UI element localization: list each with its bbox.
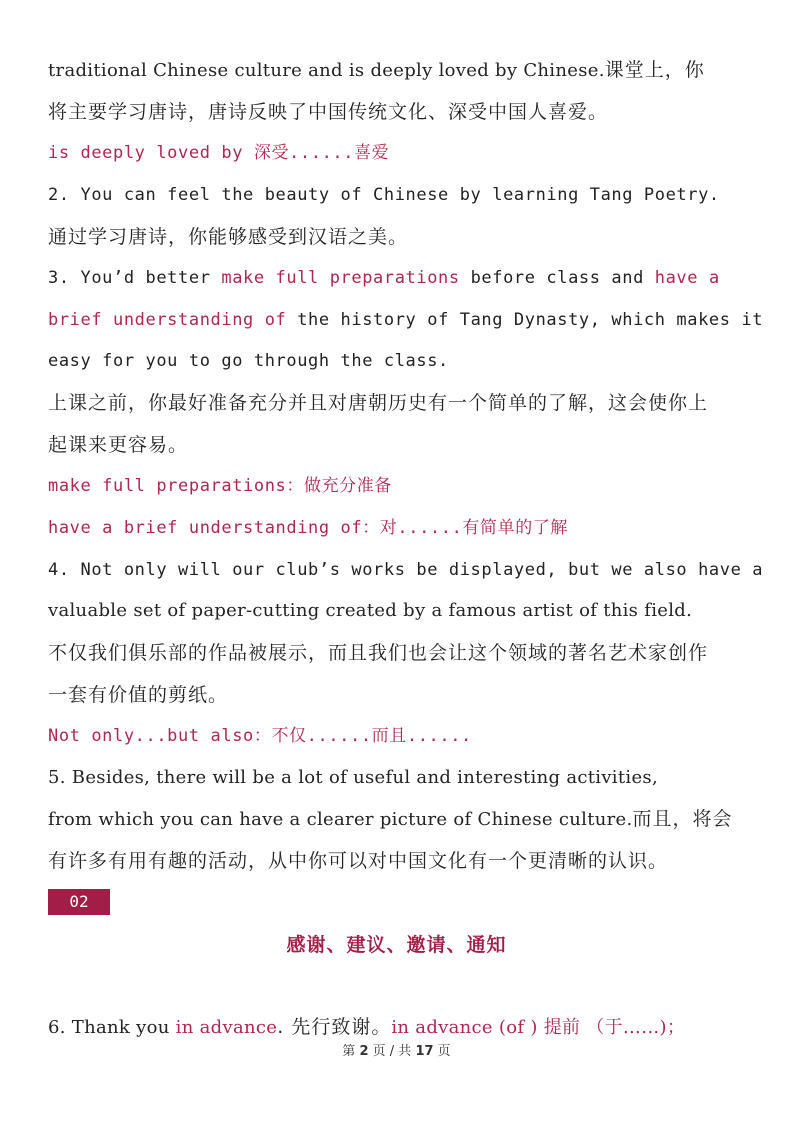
english-text: traditional Chinese culture and is deeply loved by Chinese. [48, 60, 605, 81]
chinese-translation: 有许多有用有趣的活动，从中你可以对中国文化有一个更清晰的认识。 [48, 850, 669, 872]
chinese-translation: 一套有价值的剪纸。 [48, 684, 229, 706]
chinese-translation: 将主要学习唐诗，唐诗反映了中国传统文化、深受中国人喜爱。 [48, 101, 609, 123]
example-sentence-3 [48, 265, 748, 291]
key-phrase: Not only...but also：不仅......而且...... [48, 726, 472, 746]
sentence-text: the history of Tang Dynasty, which makes it [286, 310, 764, 330]
chinese-text: 课堂上，你 [604, 59, 705, 81]
key-phrase: have a brief understanding of：对......有简单的了解 [48, 518, 569, 538]
chinese-translation: 不仅我们俱乐部的作品被展示，而且我们也会让这个领域的著名艺术家创作 [48, 642, 709, 664]
total-page-count: 17 [415, 1044, 434, 1059]
footer-suffix: 页 [437, 1044, 451, 1059]
english-text: from which you can have a clearer picture of Chinese culture. [48, 809, 633, 830]
text-line [48, 307, 764, 333]
chinese-translation: 通过学习唐诗，你能够感受到汉语之美。 [48, 226, 409, 248]
chinese-translation: 起课来更容易。 [48, 434, 189, 456]
section-number-badge: 02 [48, 889, 110, 915]
footer-prefix: 第 [342, 1044, 356, 1059]
chinese-translation: 上课之前，你最好准备充分并且对唐朝历史有一个简单的了解，这会使你上 [48, 392, 709, 414]
sentence-text: 6. Thank you [48, 1017, 176, 1038]
text-line [48, 806, 748, 833]
key-phrase: is deeply loved by 深受......喜爱 [48, 143, 390, 163]
text-line [48, 57, 748, 84]
footer-middle: 页 / 共 [372, 1044, 412, 1059]
chinese-text: . 先行致谢。 [277, 1016, 392, 1038]
chinese-text: 而且，将会 [632, 808, 733, 830]
key-phrase: in advance [175, 1017, 278, 1038]
section-heading: 感谢、建议、邀请、通知 [286, 934, 507, 956]
sentence-text: before class and [459, 268, 655, 288]
text-line: easy for you to go through the class. [48, 351, 449, 371]
example-sentence-4: 4. Not only will our club’s works be displayed, but we also have a [48, 560, 764, 580]
example-sentence-6 [48, 1014, 748, 1041]
key-phrase: make full preparations：做充分准备 [48, 476, 392, 496]
text-line: valuable set of paper-cutting created by a famous artist of this field. [48, 600, 693, 621]
example-sentence-5: 5. Besides, there will be a lot of useful and interesting activities, [48, 767, 658, 788]
current-page-number: 2 [359, 1044, 369, 1059]
key-phrase: have a [654, 268, 720, 288]
page-footer [0, 1040, 793, 1059]
sentence-text: 3. You’d better [48, 268, 222, 288]
key-phrase: in advance (of ) 提前 （于……)； [391, 1017, 686, 1038]
example-sentence-2: 2. You can feel the beauty of Chinese by learning Tang Poetry. [48, 185, 720, 205]
key-phrase: make full preparations [221, 268, 460, 288]
key-phrase: brief understanding of [48, 310, 287, 330]
